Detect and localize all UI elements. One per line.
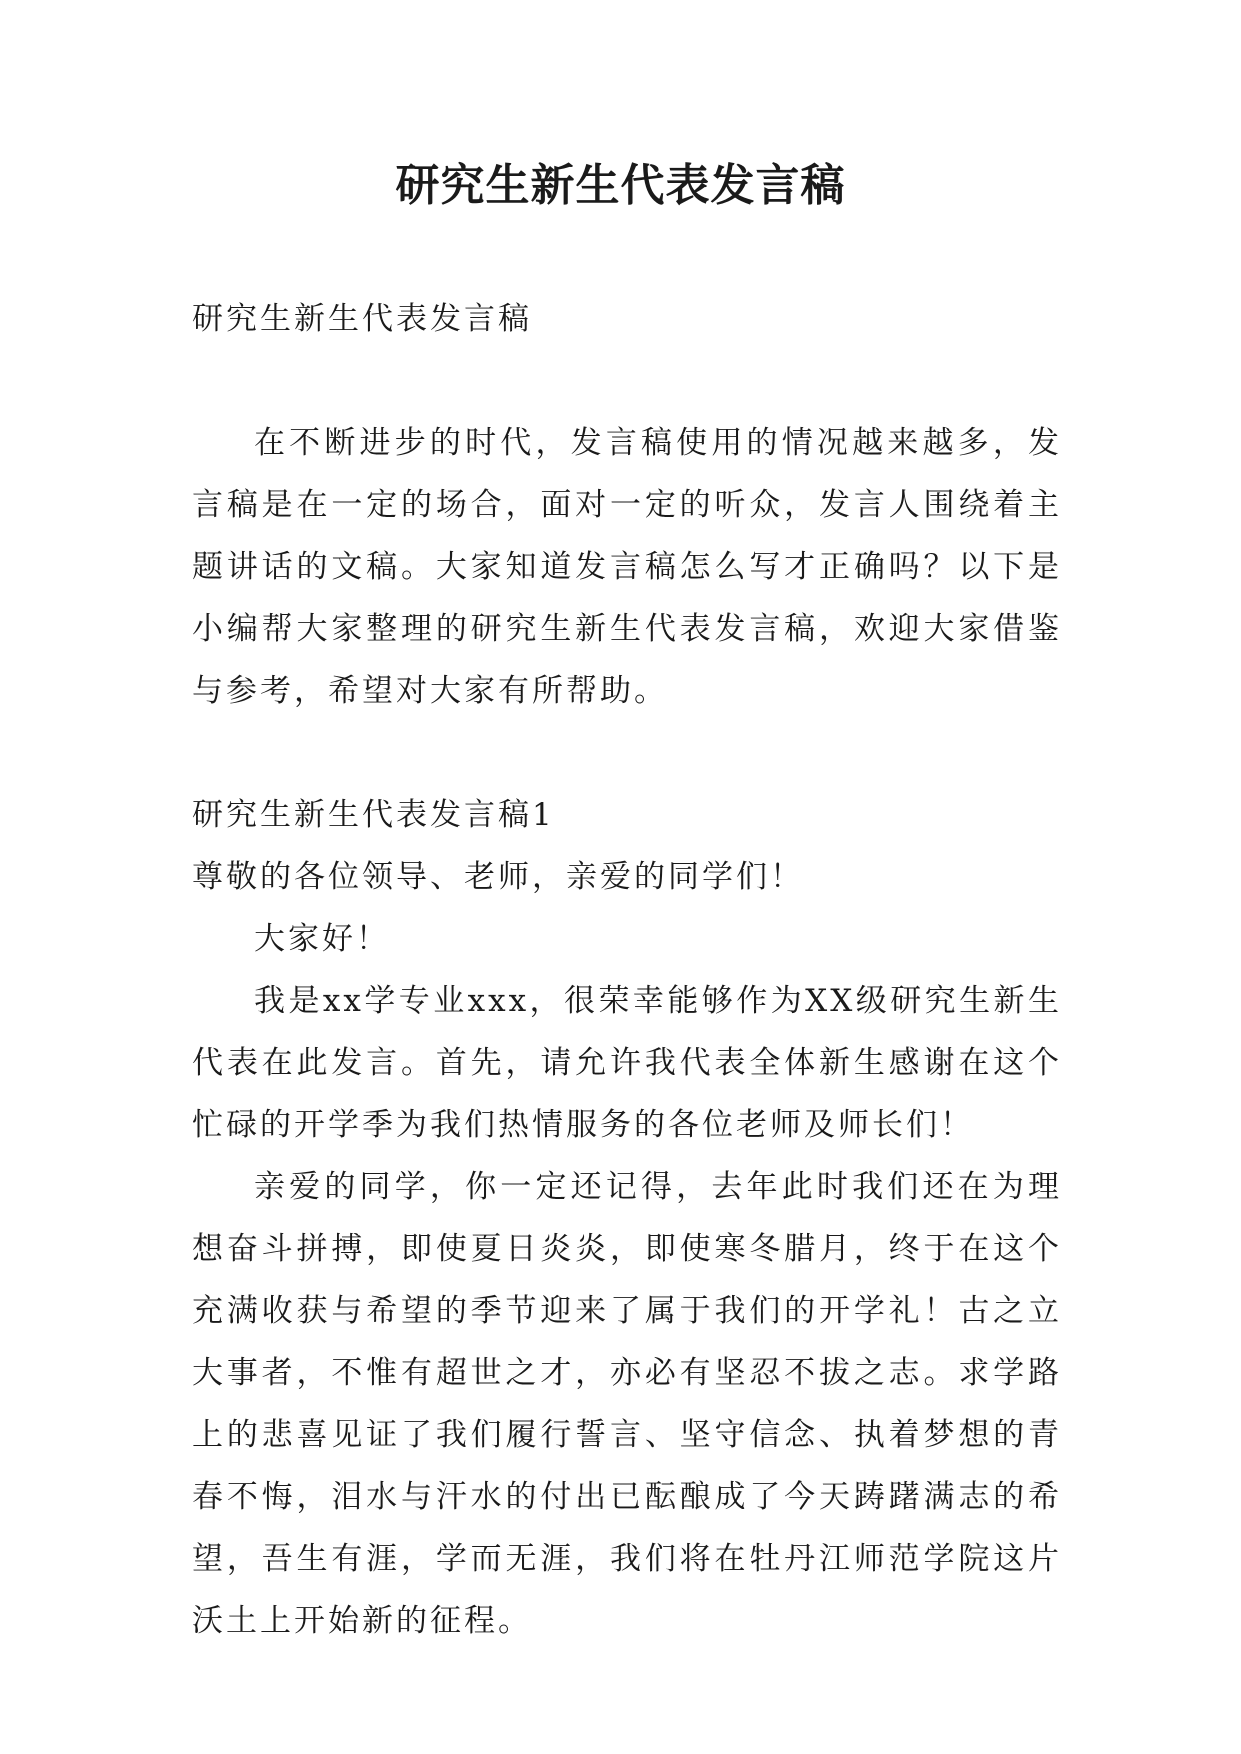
document-subtitle: 研究生新生代表发言稿 bbox=[192, 301, 532, 337]
body-paragraph-1: 我是xx学专业xxx，很荣幸能够作为XX级研究生新生代表在此发言。首先，请允许我代表全体新生感谢在这个忙碌的开学季为我们热情服务的各位老师及师长们！ bbox=[192, 983, 1062, 1143]
body-paragraph-2: 亲爱的同学，你一定还记得，去年此时我们还在为理想奋斗拼搏，即使夏日炎炎，即使寒冬腊月，终于在这个充满收获与希望的季节迎来了属于我们的开学礼！古之立大事者，不惟有超世之才，亦必有坚忍不拔之志。求学路上的悲喜见证了我们履行誓言、坚守信念、执着梦想的青春不悔，泪水与汗水的付出已酝酿成了今天踌躇满志的希望，吾生有涯，学而无涯，我们将在牡丹江师范学院这片沃土上开始新的征程。 bbox=[192, 1169, 1062, 1639]
section-heading: 研究生新生代表发言稿1 bbox=[192, 797, 555, 833]
intro-paragraph: 在不断进步的时代，发言稿使用的情况越来越多，发言稿是在一定的场合，面对一定的听众，发言人围绕着主题讲话的文稿。大家知道发言稿怎么写才正确吗？以下是小编帮大家整理的研究生新生代表发言稿，欢迎大家借鉴与参考，希望对大家有所帮助。 bbox=[192, 425, 1062, 709]
document-body bbox=[192, 288, 1062, 1652]
greeting: 大家好！ bbox=[254, 921, 390, 957]
document-title: 研究生新生代表发言稿 bbox=[395, 160, 846, 211]
salutation: 尊敬的各位领导、老师，亲爱的同学们！ bbox=[192, 859, 804, 895]
